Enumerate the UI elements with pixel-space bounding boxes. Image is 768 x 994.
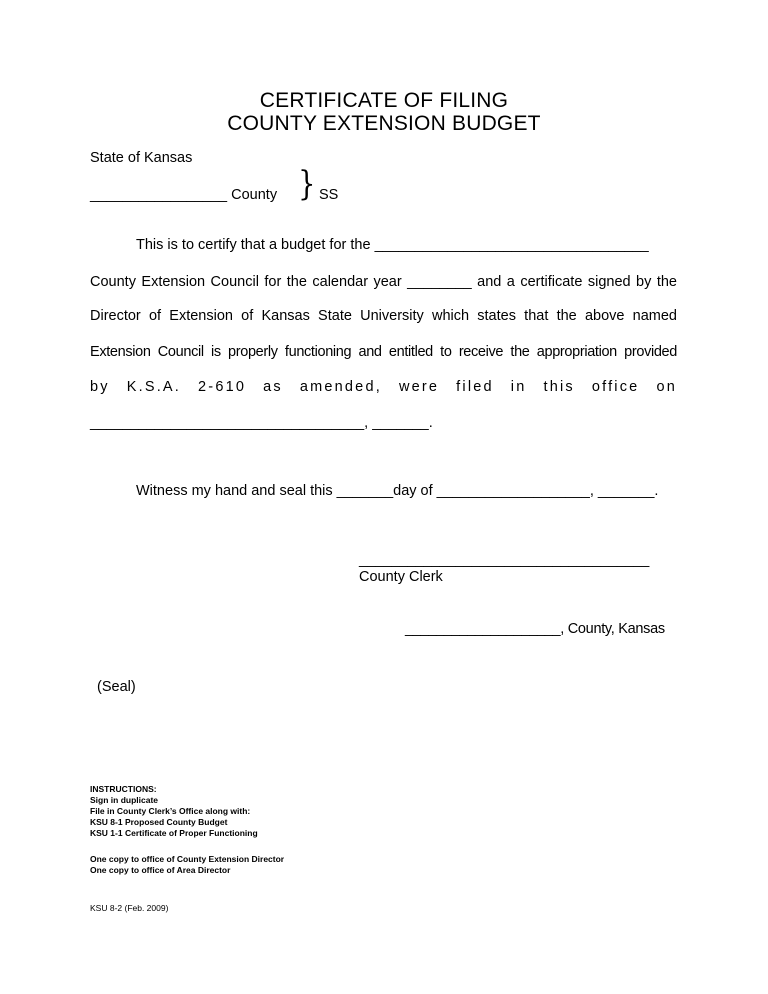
title-line-2: COUNTY EXTENSION BUDGET	[227, 112, 541, 135]
body-word: K.S.A.	[126, 379, 182, 395]
body-word: 2-610	[198, 379, 247, 395]
body-line-2-text: County Extension Council for the calendar year ________ and a certificate signed by the	[90, 274, 677, 290]
body-word: on	[656, 379, 677, 395]
body-word: office	[591, 379, 640, 395]
body-word: amended,	[299, 379, 382, 395]
witness-line: Witness my hand and seal this _______day of ___________________, _______.	[136, 483, 659, 499]
county-kansas-line: ____________________, County, Kansas	[405, 621, 665, 637]
copy-instruction: One copy to office of County Extension Director	[90, 854, 285, 864]
instruction-item: KSU 1-1 Certificate of Proper Functioning	[90, 828, 258, 838]
form-id: KSU 8-2 (Feb. 2009)	[90, 903, 169, 913]
body-line-1: This is to certify that a budget for the __________________________________	[136, 237, 649, 253]
instructions-heading: INSTRUCTIONS:	[90, 784, 157, 794]
body-line-4: Extension Council is properly functioning and entitled to receive the appropriation provided	[90, 344, 677, 360]
county-clerk-label: County Clerk	[359, 569, 443, 585]
instruction-item: KSU 8-1 Proposed County Budget	[90, 817, 228, 827]
copy-instruction: One copy to office of Area Director	[90, 865, 231, 875]
state-label: State of Kansas	[90, 150, 193, 166]
body-line-5	[90, 378, 677, 396]
county-blank-line: _________________ County	[90, 187, 278, 203]
body-line-2	[90, 273, 677, 291]
body-word: filed	[456, 379, 494, 395]
instruction-item: File in County Clerk’s Office along with:	[90, 806, 251, 816]
title-line-1: CERTIFICATE OF FILING	[259, 89, 509, 112]
ss-label: SS	[319, 187, 339, 203]
seal-label: (Seal)	[97, 679, 136, 695]
body-word: in	[510, 379, 527, 395]
body-line-3: Director of Extension of Kansas State University which states that the above named	[90, 308, 677, 324]
brace-glyph: }	[298, 164, 316, 204]
body-word: as	[263, 379, 283, 395]
body-word: this	[543, 379, 575, 395]
clerk-signature-line: ____________________________________	[359, 552, 650, 568]
date-filed-line: __________________________________, _______.	[90, 415, 433, 431]
body-word: by	[90, 379, 110, 395]
instruction-item: Sign in duplicate	[90, 795, 159, 805]
body-word: were	[398, 379, 440, 395]
